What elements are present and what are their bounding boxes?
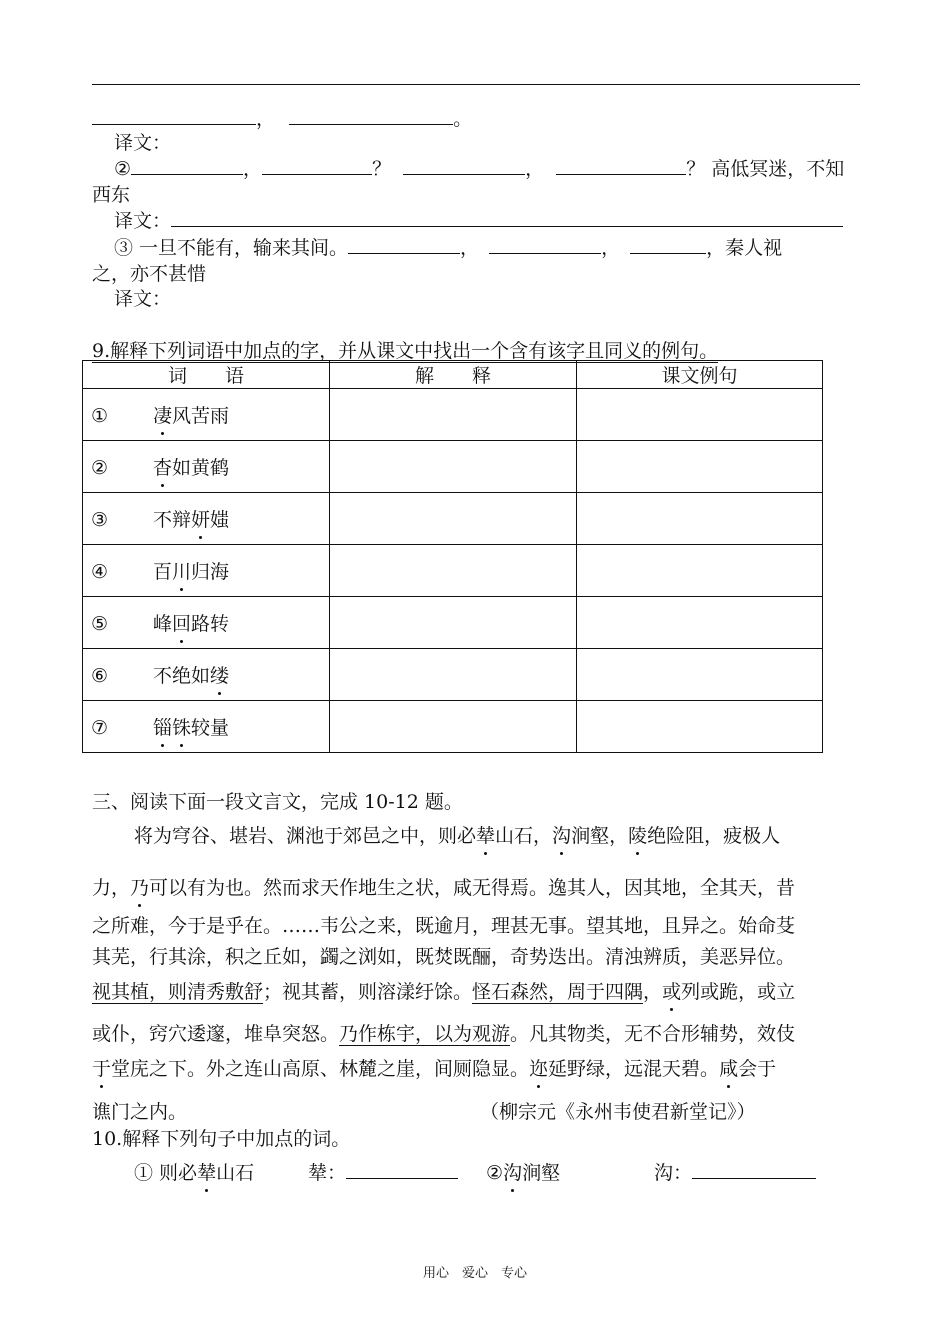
word-part: 媸 [210, 509, 230, 531]
dotted-char: 沟 [503, 1158, 522, 1185]
word-part: 较量 [191, 717, 230, 739]
underlined-sentence: 视其植，则清秀敷舒 [92, 981, 264, 1003]
comma: ， [243, 158, 263, 180]
word-part: 归海 [191, 561, 230, 583]
dotted-char: 锱 [153, 713, 172, 740]
text: 列或跪，或立 [681, 981, 796, 1003]
text: 谯门之内。 [92, 1101, 188, 1123]
passage-line-5 [92, 977, 795, 1004]
blank[interactable] [289, 108, 453, 125]
example-cell[interactable] [577, 389, 823, 441]
word-cell [83, 493, 330, 545]
passage-line-6 [92, 1019, 795, 1046]
text: 可以有为也。然而求天作地生之状，咸无得焉。逸其人，因其地，全其天，昔 [149, 877, 796, 899]
explanation-cell[interactable] [330, 545, 577, 597]
text: 山石， [495, 825, 553, 847]
row-number: ⑦ [91, 717, 109, 739]
text: 则必 [153, 1162, 198, 1184]
translation-blank[interactable] [171, 210, 843, 227]
dotted-char: 缕 [210, 661, 229, 688]
dotted-char: 杳 [153, 453, 172, 480]
answer-label: 沟： [654, 1162, 693, 1184]
example-cell[interactable] [577, 493, 823, 545]
blank[interactable] [630, 237, 706, 254]
answer-blank[interactable] [692, 1162, 816, 1179]
question-3-line [114, 233, 782, 260]
dotted-char: 川 [172, 557, 191, 584]
word-cell [83, 545, 330, 597]
header-cell: 解 释 [330, 361, 577, 389]
word-cell [83, 701, 330, 753]
comma: ， [460, 237, 480, 259]
question-mark: ？ [372, 158, 392, 180]
explanation-cell[interactable] [330, 389, 577, 441]
explanation-cell[interactable] [330, 701, 577, 753]
dotted-char: 乃 [130, 873, 149, 900]
question-10-item-2 [486, 1158, 560, 1185]
question-3-tail: ，秦人视 [706, 237, 783, 259]
text: ；视其蓄，则溶漾纡馀。 [263, 981, 473, 1003]
vocabulary-table [82, 360, 823, 753]
dotted-char: 咸 [719, 1054, 738, 1081]
passage-line-4: 其芜，行其涂，积之丘如，蠲之浏如，既焚既酾，奇势迭出。清浊辨质，美恶异位。 [92, 946, 796, 968]
row-number: ① [91, 405, 109, 427]
question-2-tail-2: 西东 [92, 184, 131, 206]
question-10-answer-2 [654, 1158, 816, 1185]
question-10-answer-1 [308, 1158, 458, 1185]
comma: ， [525, 158, 545, 180]
answer-label: 辇： [308, 1162, 347, 1184]
item-number: ② [486, 1162, 504, 1184]
explanation-cell[interactable] [330, 597, 577, 649]
passage-line-7 [92, 1054, 776, 1081]
word-part: 风苦雨 [172, 405, 230, 427]
question-9-title [92, 336, 718, 363]
dotted-char: 铢 [172, 713, 191, 740]
blank[interactable] [92, 108, 256, 125]
dotted-char: 沟 [552, 821, 571, 848]
table-header-row [83, 361, 823, 389]
page-footer: 用心 爱心 专心 [422, 1266, 527, 1281]
text: 堂庑之下。外之连山高原、林麓之崖，间厕隐显。 [111, 1058, 530, 1080]
word-part: 峰 [153, 613, 173, 635]
row-number: ② [91, 457, 109, 479]
word-part: 如黄鹤 [172, 457, 230, 479]
text: 涧壑 [522, 1162, 561, 1184]
text: 涧壑， [571, 825, 629, 847]
example-cell[interactable] [577, 441, 823, 493]
text: 会于 [738, 1058, 777, 1080]
translation-label-2: 译文： [114, 210, 172, 232]
word-part: 不辩 [153, 509, 192, 531]
row-number: ⑤ [91, 613, 109, 635]
dotted-char: 辇 [197, 1158, 216, 1185]
row-number: ④ [91, 561, 109, 583]
text: ， [643, 981, 663, 1003]
word-cell [83, 649, 330, 701]
comma: ， [256, 108, 276, 130]
word-cell [83, 597, 330, 649]
passage-line-8 [92, 1097, 187, 1124]
example-cell[interactable] [577, 649, 823, 701]
explanation-cell[interactable] [330, 649, 577, 701]
text: 力， [92, 877, 131, 899]
answer-line-1 [92, 104, 472, 131]
text: 延野绿，远混天碧。 [548, 1058, 720, 1080]
item-number: ① [134, 1162, 154, 1184]
explanation-cell[interactable] [330, 441, 577, 493]
explanation-cell[interactable] [330, 493, 577, 545]
table-row [83, 441, 823, 493]
translation-label-3: 译文： [114, 288, 172, 310]
passage-line-3: 之所难，今于是乎在。……韦公之来，既逾月，理甚无事。望其地，且异之。始命芟 [92, 915, 796, 937]
table-row [83, 701, 823, 753]
word-part: 百 [153, 561, 173, 583]
question-3-head: ③ 一旦不能有，输来其间。 [114, 237, 349, 259]
dotted-char: 迩 [529, 1054, 548, 1081]
header-cell: 词 语 [83, 361, 330, 389]
word-part: 路转 [191, 613, 230, 635]
blank[interactable] [556, 158, 686, 175]
table-row [83, 597, 823, 649]
header-cell: 课文例句 [577, 361, 823, 389]
question-10-item-1 [134, 1158, 254, 1185]
dotted-char: 辇 [476, 821, 495, 848]
underlined-sentence: 乃作栋宇，以为观游 [339, 1023, 511, 1045]
underlined-sentence: 怪石森然，周于四隅 [472, 981, 644, 1003]
translation-line-2 [114, 206, 843, 233]
dotted-char: 或 [662, 977, 681, 1004]
top-answer-line [92, 84, 860, 85]
blank[interactable] [403, 158, 525, 175]
section-3-title: 三、阅读下面一段文言文，完成 10-12 题。 [92, 791, 463, 813]
blank[interactable] [489, 237, 601, 254]
dotted-char: 于 [92, 1054, 111, 1081]
text: 将为穹谷、堪岩、渊池于郊邑之中，则必 [134, 825, 477, 847]
dotted-char: 回 [172, 609, 191, 636]
example-cell[interactable] [577, 701, 823, 753]
question-10-title: 10.解释下列句子中加点的词。 [92, 1128, 351, 1150]
question-number: ② [114, 158, 132, 180]
word-cell [83, 441, 330, 493]
example-cell[interactable] [577, 545, 823, 597]
dotted-char: 陵 [628, 821, 647, 848]
text: 山石 [216, 1162, 255, 1184]
period: 。 [453, 108, 473, 130]
blank[interactable] [131, 158, 243, 175]
comma: ， [601, 237, 621, 259]
table-row [83, 545, 823, 597]
passage-line-2 [92, 873, 795, 900]
example-cell[interactable] [577, 597, 823, 649]
question-3-tail-2: 之，亦不甚惜 [92, 263, 207, 285]
row-number: ⑥ [91, 665, 109, 687]
table-row [83, 493, 823, 545]
text: 或仆，窍穴逶邃，堆阜突怒。 [92, 1023, 340, 1045]
word-cell [83, 389, 330, 441]
text: 。凡其物类，无不合形辅势，效伎 [510, 1023, 796, 1045]
translation-label-1: 译文： [114, 132, 172, 154]
dotted-char: 凄 [153, 401, 172, 428]
passage-line-1 [134, 821, 780, 848]
question-2-line [114, 154, 844, 181]
question-2-tail: ？ 高低冥迷，不知 [686, 158, 845, 180]
blank[interactable] [348, 237, 460, 254]
word-part: 不绝如 [153, 665, 211, 687]
dotted-char: 妍 [191, 505, 210, 532]
blank[interactable] [262, 158, 372, 175]
passage-source: （柳宗元《永州韦使君新堂记》） [480, 1101, 756, 1123]
text: 绝险阻，疲极人 [647, 825, 781, 847]
question-9-title-text: 9.解释下列词语中加点的字，并从课文中找出一个含有该字且同义的例句。 [92, 340, 719, 362]
row-number: ③ [91, 509, 109, 531]
answer-blank[interactable] [346, 1162, 458, 1179]
table-row [83, 389, 823, 441]
table-row [83, 649, 823, 701]
